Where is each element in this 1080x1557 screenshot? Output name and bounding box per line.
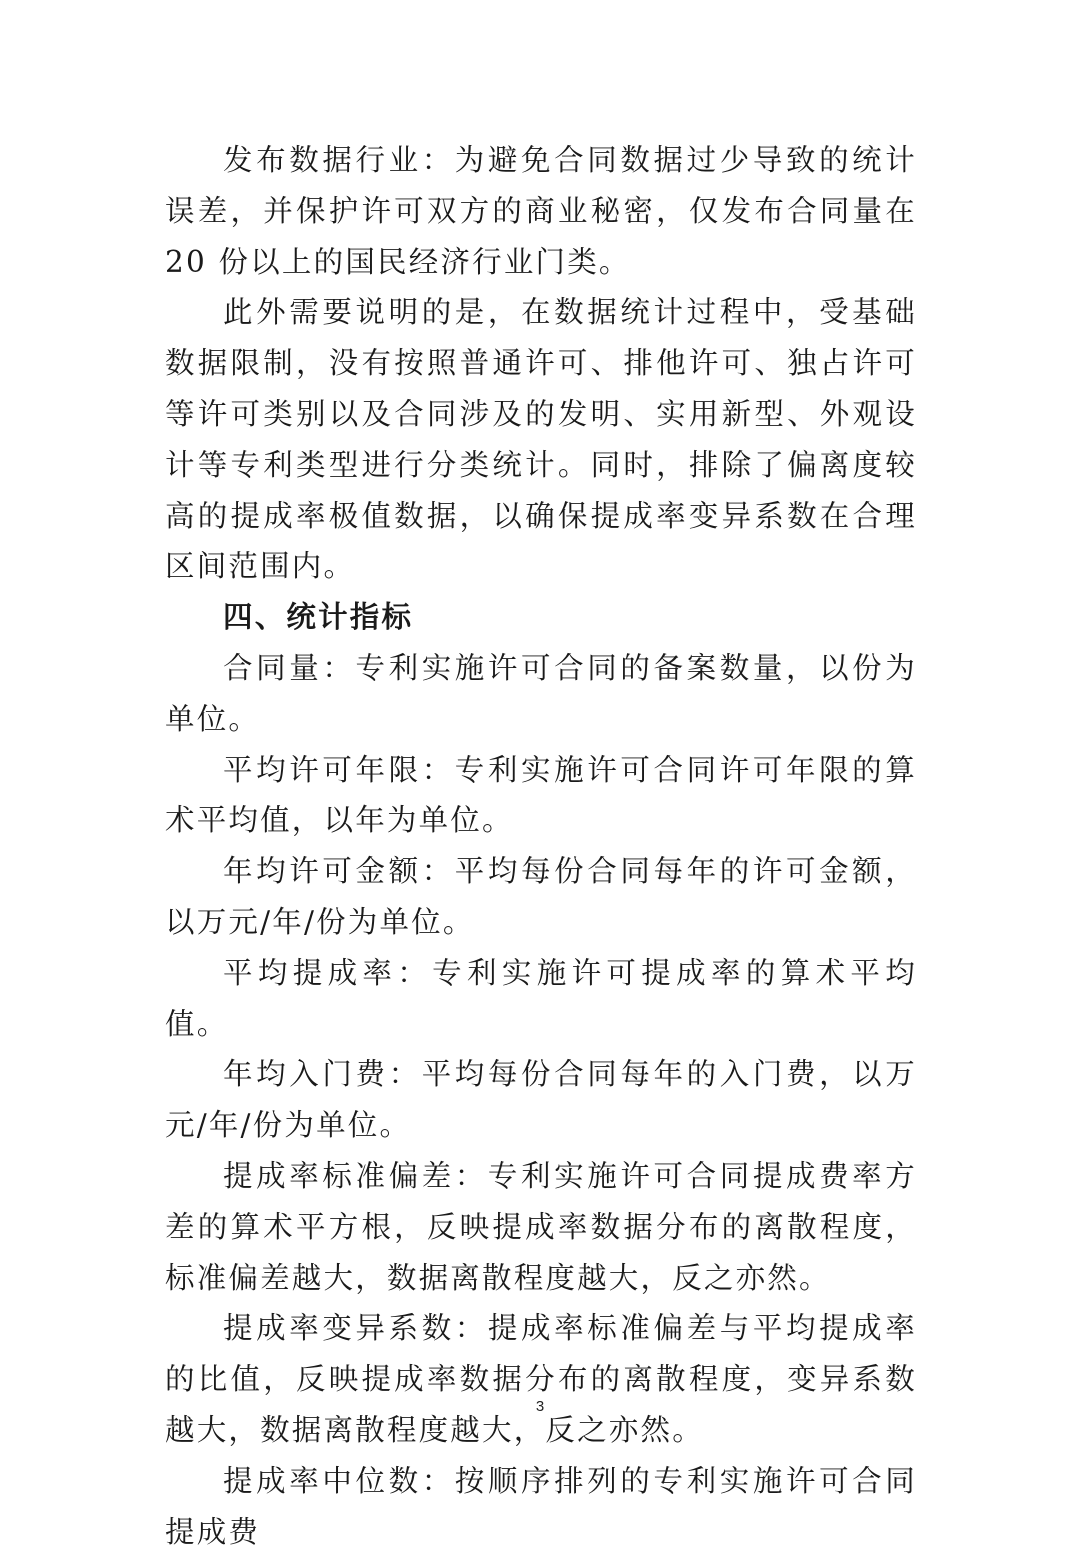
paragraph-additional-notes: 此外需要说明的是，在数据统计过程中，受基础数据限制，没有按照普通许可、排他许可、独占许可等许可类别以及合同涉及的发明、实用新型、外观设计等专利类型进行分类统计。同时，排除了偏离度较高的提成率极值数据，以确保提成率变异系数在合理区间范围内。 — [165, 295, 917, 584]
paragraph-annual-entry-fee: 年均入门费：平均每份合同每年的入门费，以万元/年/份为单位。 — [165, 1057, 917, 1143]
section-heading-statistical-indicators: 四、统计指标 — [223, 600, 414, 635]
paragraph-average-license-term: 平均许可年限：专利实施许可合同许可年限的算术平均值，以年为单位。 — [165, 752, 917, 838]
paragraph-average-royalty-rate: 平均提成率：专利实施许可提成率的算术平均值。 — [165, 955, 917, 1041]
paragraph-royalty-variation-coefficient: 提成率变异系数：提成率标准偏差与平均提成率的比值，反映提成率数据分布的离散程度，变异系数越大，数据离散程度越大，反之亦然。 — [165, 1311, 917, 1447]
page-number: 3 — [535, 1398, 545, 1415]
paragraph-annual-license-amount: 年均许可金额：平均每份合同每年的许可金额，以万元/年/份为单位。 — [165, 854, 917, 939]
document-body — [165, 135, 917, 1557]
paragraph-contract-count: 合同量：专利实施许可合同的备案数量，以份为单位。 — [165, 650, 917, 736]
paragraph-publishing-industries: 发布数据行业：为避免合同数据过少导致的统计误差，并保护许可双方的商业秘密，仅发布合同量在 20 份以上的国民经济行业门类。 — [165, 143, 917, 279]
paragraph-royalty-std-deviation: 提成率标准偏差：专利实施许可合同提成费率方差的算术平方根，反映提成率数据分布的离散程度，标准偏差越大，数据离散程度越大，反之亦然。 — [165, 1158, 917, 1295]
paragraph-royalty-median: 提成率中位数：按顺序排列的专利实施许可合同提成费 — [165, 1463, 917, 1549]
